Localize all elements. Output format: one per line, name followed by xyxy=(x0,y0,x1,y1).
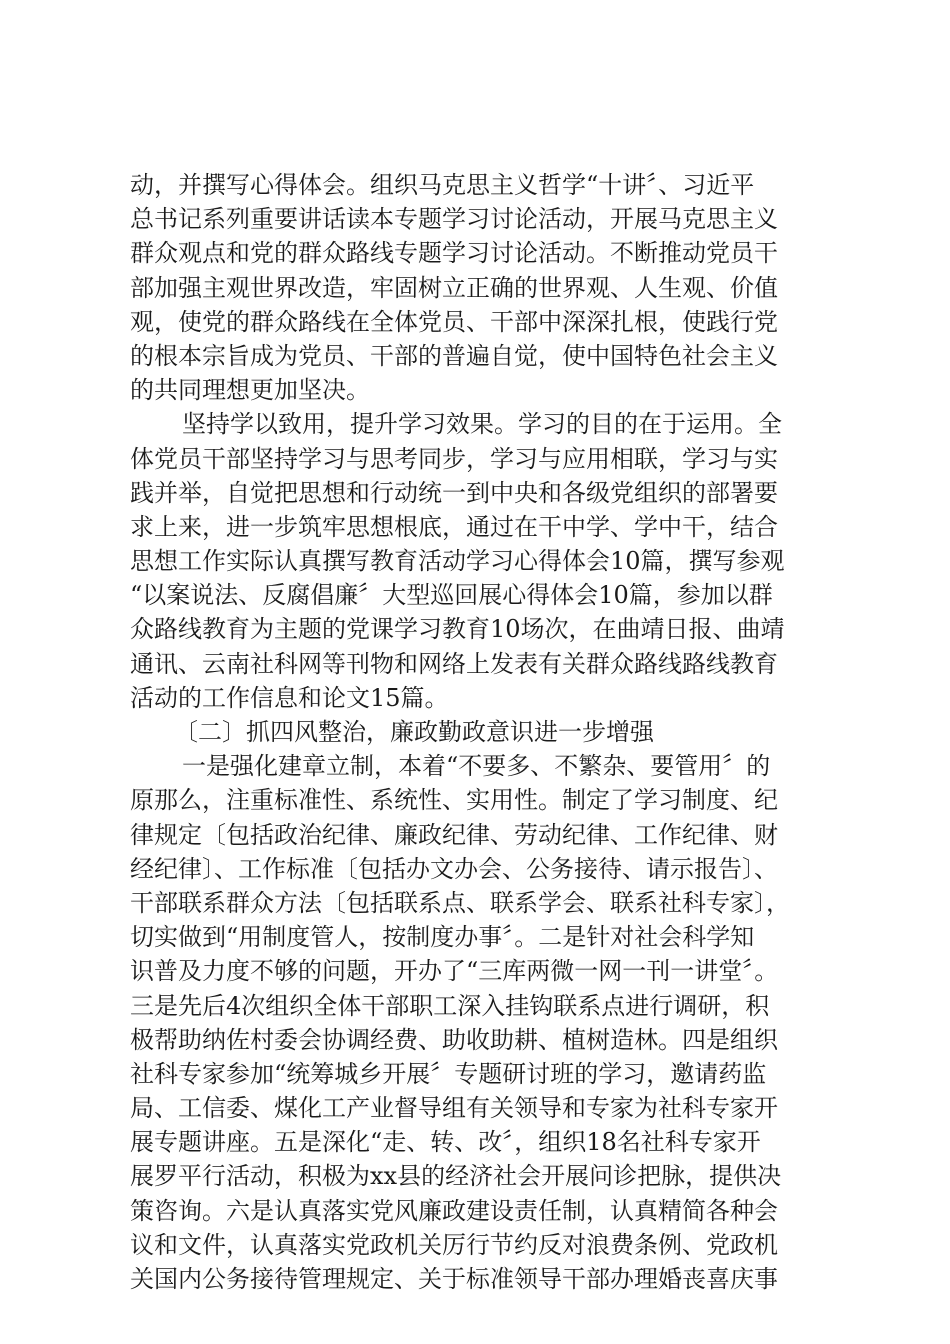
text-line: 观，使党的群众路线在全体党员、干部中深深扎根，使践行党 xyxy=(130,307,778,336)
text-line: “以案说法、反腐倡廉〞大型巡回展心得体会10篇，参加以群 xyxy=(130,581,773,610)
body-text xyxy=(130,168,820,1296)
text-line: 经纪律〕、工作标准〔包括办文办会、公务接待、请示报告〕、 xyxy=(130,854,778,883)
text-line: 社科专家参加“统筹城乡开展〞专题研讨班的学习，邀请药监 xyxy=(130,1059,767,1088)
text-line: 展罗平行活动，积极为xx县的经济社会开展问诊把脉，提供决 xyxy=(130,1162,782,1191)
text-line: 一是强化建章立制，本着“不要多、不繁杂、要管用〞的 xyxy=(182,752,771,781)
text-line: 极帮助纳佐村委会协调经费、助收助耕、植树造林。四是组织 xyxy=(130,1025,778,1054)
text-line: 切实做到“用制度管人，按制度办事〞。二是针对社会科学知 xyxy=(130,923,755,952)
text-line: 群众观点和党的群众路线专题学习讨论活动。不断推动党员干 xyxy=(130,239,778,268)
text-line: 求上来，进一步筑牢思想根底，通过在干中学、学中干，结合 xyxy=(130,512,778,541)
text-line: 干部联系群众方法〔包括联系点、联系学会、联系社科专家〕， xyxy=(130,888,790,917)
text-line: 三是先后4次组织全体干部职工深入挂钩联系点进行调研，积 xyxy=(130,991,770,1020)
text-line: 活动的工作信息和论文15篇。 xyxy=(130,683,449,712)
text-line: 思想工作实际认真撰写教育活动学习心得体会10篇，撰写参观 xyxy=(130,547,785,576)
text-line: 的共同理想更加坚决。 xyxy=(130,376,370,405)
text-line: 众路线教育为主题的党课学习教育10场次，在曲靖日报、曲靖 xyxy=(130,615,785,644)
text-line: 通讯、云南社科网等刊物和网络上发表有关群众路线路线教育 xyxy=(130,649,778,678)
text-line: 部加强主观世界改造，牢固树立正确的世界观、人生观、价值 xyxy=(130,273,778,302)
text-line: 体党员干部坚持学习与思考同步，学习与应用相联，学习与实 xyxy=(130,444,778,473)
text-line: 局、工信委、煤化工产业督导组有关领导和专家为社科专家开 xyxy=(130,1094,778,1123)
text-line: 议和文件，认真落实党政机关厉行节约反对浪费条例、党政机 xyxy=(130,1230,778,1259)
text-line: 总书记系列重要讲话读本专题学习讨论活动，开展马克思主义 xyxy=(130,205,778,234)
text-line: 坚持学以致用，提升学习效果。学习的目的在于运用。全 xyxy=(182,410,782,439)
text-line: 策咨询。六是认真落实党风廉政建设责任制，认真精简各种会 xyxy=(130,1196,778,1225)
text-line: 的根本宗旨成为党员、干部的普遍自觉，使中国特色社会主义 xyxy=(130,341,778,370)
text-line: 关国内公务接待管理规定、关于标准领导干部办理婚丧喜庆事 xyxy=(130,1265,778,1293)
section-heading: 〔二〕抓四风整治，廉政勤政意识进一步增强 xyxy=(174,718,654,746)
text-line: 律规定〔包括政治纪律、廉政纪律、劳动纪律、工作纪律、财 xyxy=(130,820,778,849)
text-line: 识普及力度不够的问题，开办了“三库两微一网一刊一讲堂〞。 xyxy=(130,957,779,986)
text-line: 动，并撰写心得体会。组织马克思主义哲学“十讲〞、习近平 xyxy=(130,171,755,199)
text-line: 展专题讲座。五是深化“走、转、改〞，组织18名社科专家开 xyxy=(130,1128,761,1157)
text-line: 原那么，注重标准性、系统性、实用性。制定了学习制度、纪 xyxy=(130,786,778,815)
text-line: 践并举，自觉把思想和行动统一到中央和各级党组织的部署要 xyxy=(130,478,778,507)
